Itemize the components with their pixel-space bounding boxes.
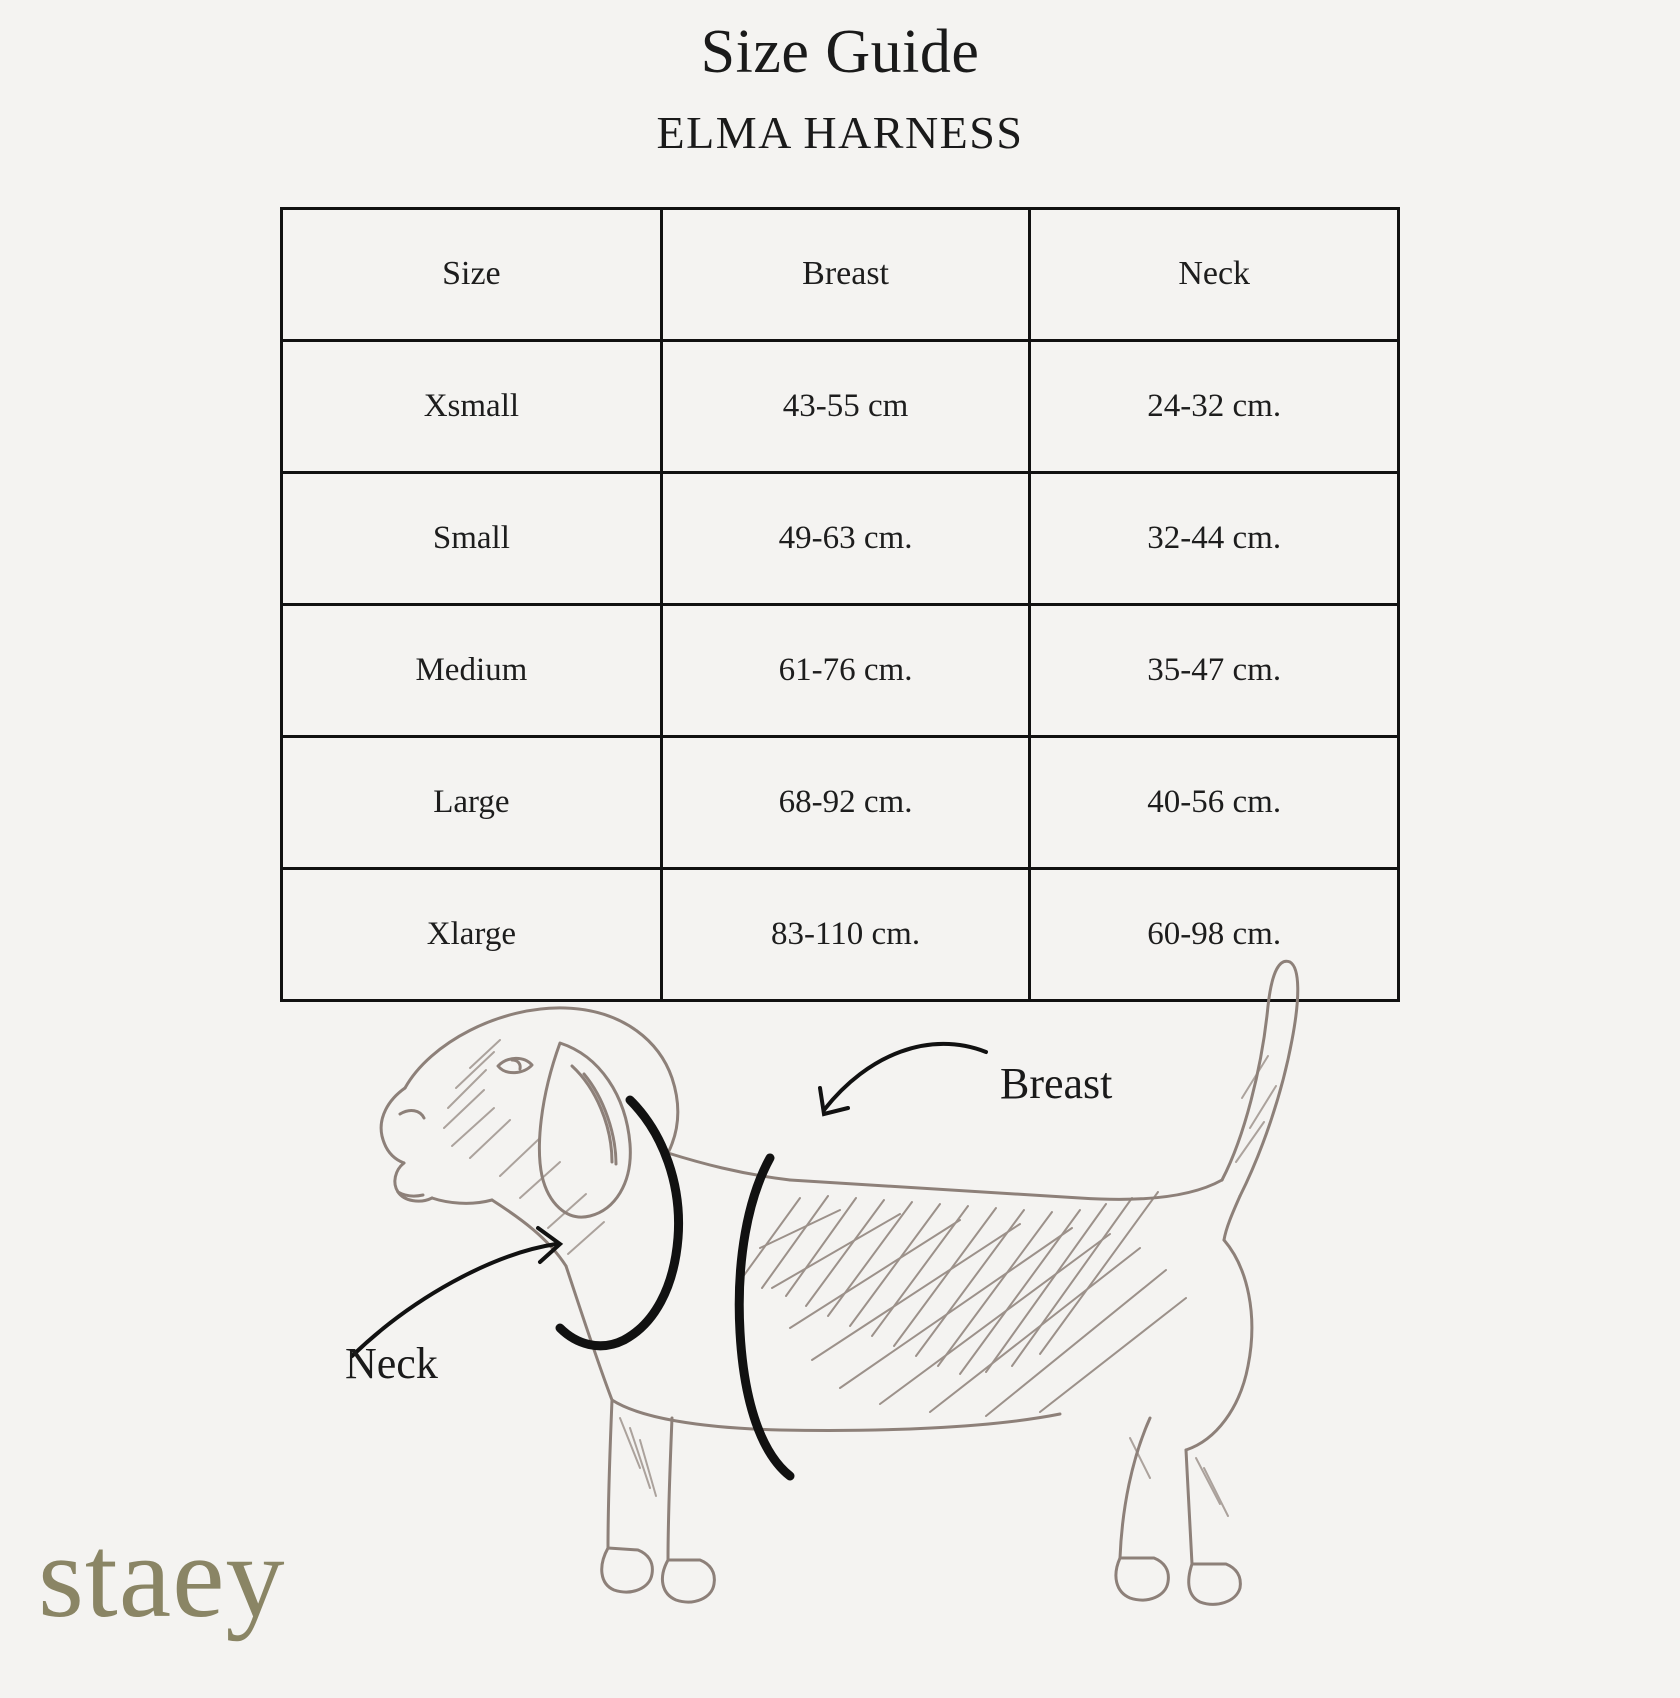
cell-neck: 35-47 cm. bbox=[1030, 604, 1399, 736]
size-table-wrapper bbox=[280, 207, 1400, 1002]
cell-size: Medium bbox=[282, 604, 662, 736]
table-row bbox=[282, 472, 1399, 604]
table-row bbox=[282, 736, 1399, 868]
cell-neck: 60-98 cm. bbox=[1030, 868, 1399, 1000]
cell-size: Xsmall bbox=[282, 340, 662, 472]
size-table bbox=[280, 207, 1400, 1002]
neck-label: Neck bbox=[345, 1339, 438, 1388]
cell-breast: 61-76 cm. bbox=[661, 604, 1030, 736]
cell-breast: 83-110 cm. bbox=[661, 868, 1030, 1000]
neck-measure-band bbox=[560, 1100, 679, 1346]
cell-neck: 24-32 cm. bbox=[1030, 340, 1399, 472]
dog-side-view-sketch bbox=[381, 961, 1298, 1604]
table-header-row bbox=[282, 208, 1399, 340]
table-row bbox=[282, 340, 1399, 472]
table-header-size: Size bbox=[282, 208, 662, 340]
cell-breast: 43-55 cm bbox=[661, 340, 1030, 472]
cell-neck: 40-56 cm. bbox=[1030, 736, 1399, 868]
product-subtitle: ELMA HARNESS bbox=[656, 107, 1024, 159]
table-header-breast: Breast bbox=[661, 208, 1030, 340]
breast-arrow-icon bbox=[820, 1044, 986, 1114]
neck-arrow-icon bbox=[352, 1228, 560, 1356]
cell-breast: 68-92 cm. bbox=[661, 736, 1030, 868]
size-guide-page bbox=[0, 18, 1680, 1698]
cell-neck: 32-44 cm. bbox=[1030, 472, 1399, 604]
cell-size: Large bbox=[282, 736, 662, 868]
breast-label: Breast bbox=[1000, 1059, 1113, 1108]
page-title: Size Guide bbox=[700, 18, 980, 86]
cell-breast: 49-63 cm. bbox=[661, 472, 1030, 604]
table-header-neck: Neck bbox=[1030, 208, 1399, 340]
cell-size: Small bbox=[282, 472, 662, 604]
cell-size: Xlarge bbox=[282, 868, 662, 1000]
brand-logo: staey bbox=[38, 1511, 286, 1642]
table-row bbox=[282, 604, 1399, 736]
